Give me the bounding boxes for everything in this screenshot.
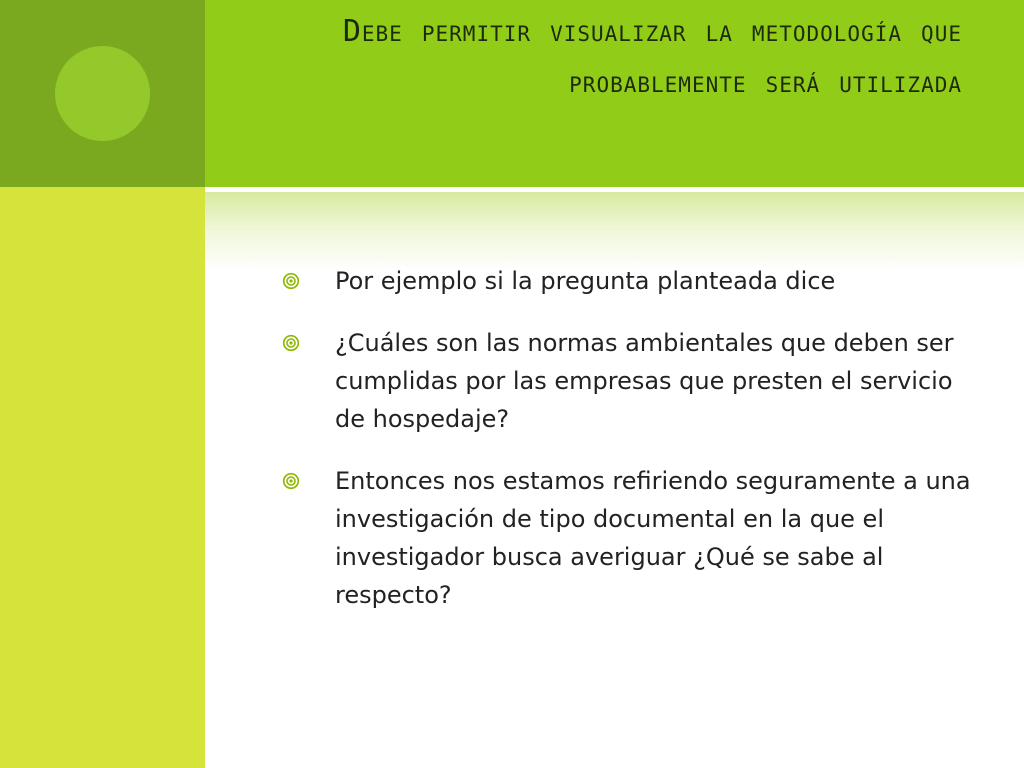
concentric-circle-bullet-icon [282, 272, 300, 290]
decorative-circle-icon [55, 46, 150, 141]
bullet-item [282, 462, 982, 614]
gradient-band [205, 192, 1024, 270]
bullet-text: Entonces nos estamos refiriendo seguramente a una investigación de tipo documental en la que el investigador busca averiguar ¿Qué se sabe al respecto? [335, 467, 971, 609]
slide-title: Debe permitir visualizar la metodología que probablemente será utilizada [342, 14, 962, 100]
concentric-circle-bullet-icon [282, 472, 300, 490]
bullet-item [282, 262, 982, 300]
corner-decoration [0, 0, 205, 187]
bullet-text: ¿Cuáles son las normas ambientales que deben ser cumplidas por las empresas que presten el servicio de hospedaje? [335, 329, 954, 433]
bullet-item [282, 324, 982, 438]
bullet-text: Por ejemplo si la pregunta planteada dice [335, 267, 836, 295]
bullet-list [282, 262, 982, 638]
left-decorative-strip [0, 187, 205, 768]
concentric-circle-bullet-icon [282, 334, 300, 352]
